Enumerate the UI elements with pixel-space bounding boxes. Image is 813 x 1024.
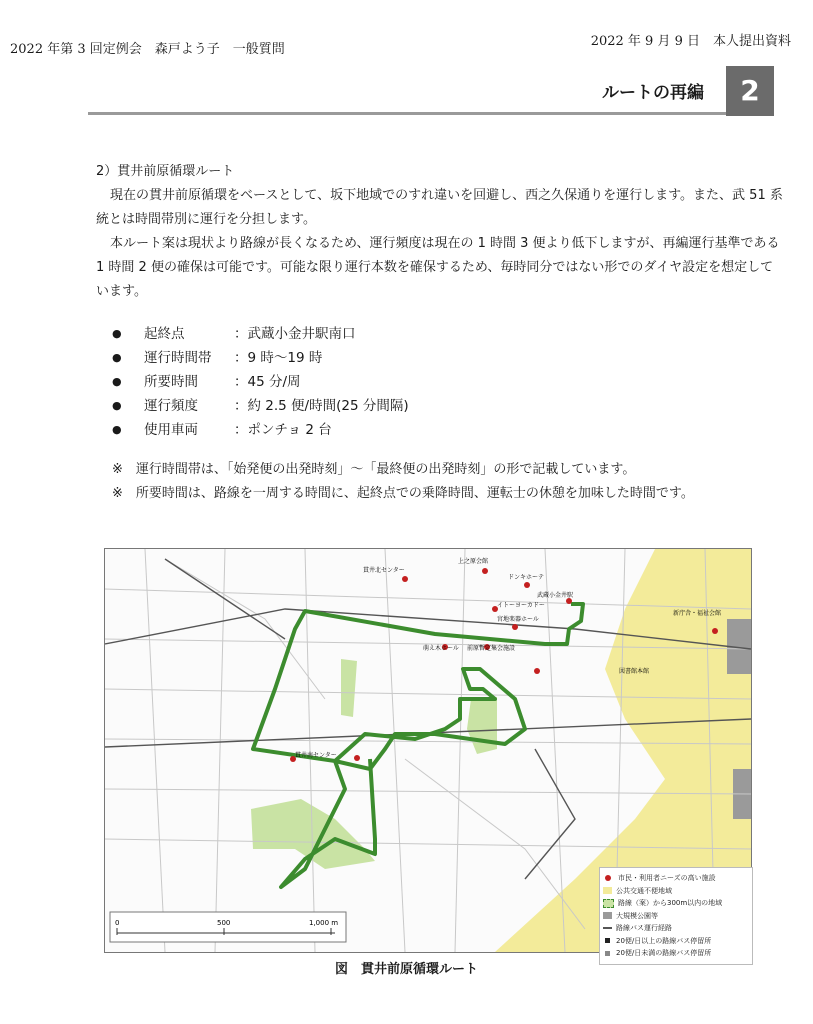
- label-nukui-minami: 貫井南センター: [295, 752, 337, 759]
- paragraph-2: 本ルート案は現状より路線が長くなるため、運行頻度は現在の 1 時間 3 便より低下しますが、再編運行基準である 1 時間 2 便の確保は可能です。可能な限り運行本数を確保するため、毎時同分ではない形でのダイヤ設定を想定しています。: [96, 236, 780, 299]
- legend-square-icon: [605, 938, 610, 943]
- detail-label: 所要時間: [144, 374, 198, 390]
- legend-item: [603, 910, 749, 923]
- bullet: ●: [112, 351, 122, 364]
- detail-row: [112, 370, 409, 394]
- label-kamino: 上之原会館: [458, 558, 489, 565]
- legend-swatch-icon: [603, 899, 614, 908]
- legend-swatch-icon: [603, 912, 612, 919]
- legend-label: 市民・利用者ニーズの高い施設: [618, 874, 716, 883]
- note-2: ※ 所要時間は、路線を一周する時間に、起終点での乗降時間、運転士の休憩を加味した時間です。: [112, 486, 694, 501]
- paragraph-1: 現在の貫井前原循環をベースとして、坂下地域でのすれ違いを回避し、西之久保通りを運行します。また、武 51 系統とは時間帯別に運行を分担します。: [96, 188, 783, 227]
- coverage-area: [341, 659, 357, 717]
- legend-label: 20便/日未満の路線バス停留所: [616, 949, 712, 958]
- section-number: 2: [726, 66, 774, 116]
- route-map: [104, 548, 752, 958]
- detail-label: 運行時間帯: [144, 350, 212, 366]
- scale-end: 1,000 m: [309, 919, 339, 927]
- route-details: [112, 322, 409, 442]
- detail-value: ：ポンチョ 2 台: [234, 422, 332, 438]
- legend-swatch-icon: [603, 887, 612, 894]
- legend-label: 大規模公園等: [616, 911, 658, 920]
- meeting-label: 2022 年第 3 回定例会 森戸よう子 一般質問: [10, 42, 285, 57]
- label-itoyokado: イトーヨーカドー: [497, 602, 545, 609]
- label-shinmachi: 前原暫定集会施設: [467, 645, 516, 652]
- detail-value: ：約 2.5 便/時間(25 分間隔): [234, 398, 409, 414]
- legend-item: [603, 897, 749, 910]
- label-shinsei: 新庁舎・福祉会館: [673, 610, 722, 617]
- legend-label: 20便/日以上の路線バス停留所: [616, 936, 712, 945]
- detail-value: ：45 分/周: [234, 374, 301, 390]
- label-nukui-hall: 萌え木ホール: [423, 645, 459, 652]
- legend-label: 公共交通不便地域: [616, 886, 672, 895]
- detail-value: ：9 時～19 時: [234, 350, 323, 366]
- detail-row: [112, 322, 409, 346]
- coverage-area: [467, 697, 497, 754]
- section-title: ルートの再編: [602, 83, 704, 103]
- section-divider: [88, 112, 726, 115]
- map-legend: [599, 867, 753, 965]
- detail-row: [112, 346, 409, 370]
- date-label: 2022 年 9 月 9 日 本人提出資料: [590, 34, 791, 49]
- route-description: [96, 160, 786, 304]
- figure-caption: 図 貫井前原循環ルート: [334, 962, 478, 977]
- bullet: ●: [112, 375, 122, 388]
- legend-line-icon: [603, 927, 612, 929]
- legend-item: [603, 885, 749, 898]
- legend-item: [603, 935, 749, 948]
- route-heading: 2）貫井前原循環ルート: [96, 164, 235, 179]
- legend-item: [603, 872, 749, 885]
- bullet: ●: [112, 399, 122, 412]
- label-donki: ドンキホーテ: [508, 574, 545, 581]
- notes: [112, 458, 694, 506]
- scale-mid: 500: [217, 919, 231, 927]
- section-header: [88, 66, 774, 116]
- legend-item: [603, 922, 749, 935]
- label-library: 図書館本館: [619, 668, 650, 675]
- detail-row: [112, 418, 409, 442]
- detail-label: 運行頻度: [144, 398, 198, 414]
- label-station: 武蔵小金井駅: [537, 592, 574, 599]
- detail-value: ：武蔵小金井駅南口: [234, 326, 356, 342]
- scale-bar-graphic: [109, 911, 347, 943]
- detail-label: 起終点: [144, 326, 185, 342]
- legend-label: 路線（案）から300m以内の地域: [618, 899, 723, 908]
- bullet: ●: [112, 423, 122, 436]
- legend-label: 路線バス運行経路: [616, 924, 672, 933]
- label-nukui-kita: 貫井北センター: [363, 567, 405, 574]
- legend-square-icon: [605, 951, 610, 956]
- scale-bar: [109, 911, 347, 943]
- bullet: ●: [112, 327, 122, 340]
- detail-label: 使用車両: [144, 422, 198, 438]
- note-1: ※ 運行時間帯は、「始発便の出発時刻」～「最終便の出発時刻」の形で記載しています。: [112, 462, 636, 477]
- detail-row: [112, 394, 409, 418]
- scale-zero: 0: [115, 919, 120, 927]
- label-miyaji: 宮地楽器ホール: [497, 616, 539, 623]
- legend-dot-icon: [605, 875, 611, 881]
